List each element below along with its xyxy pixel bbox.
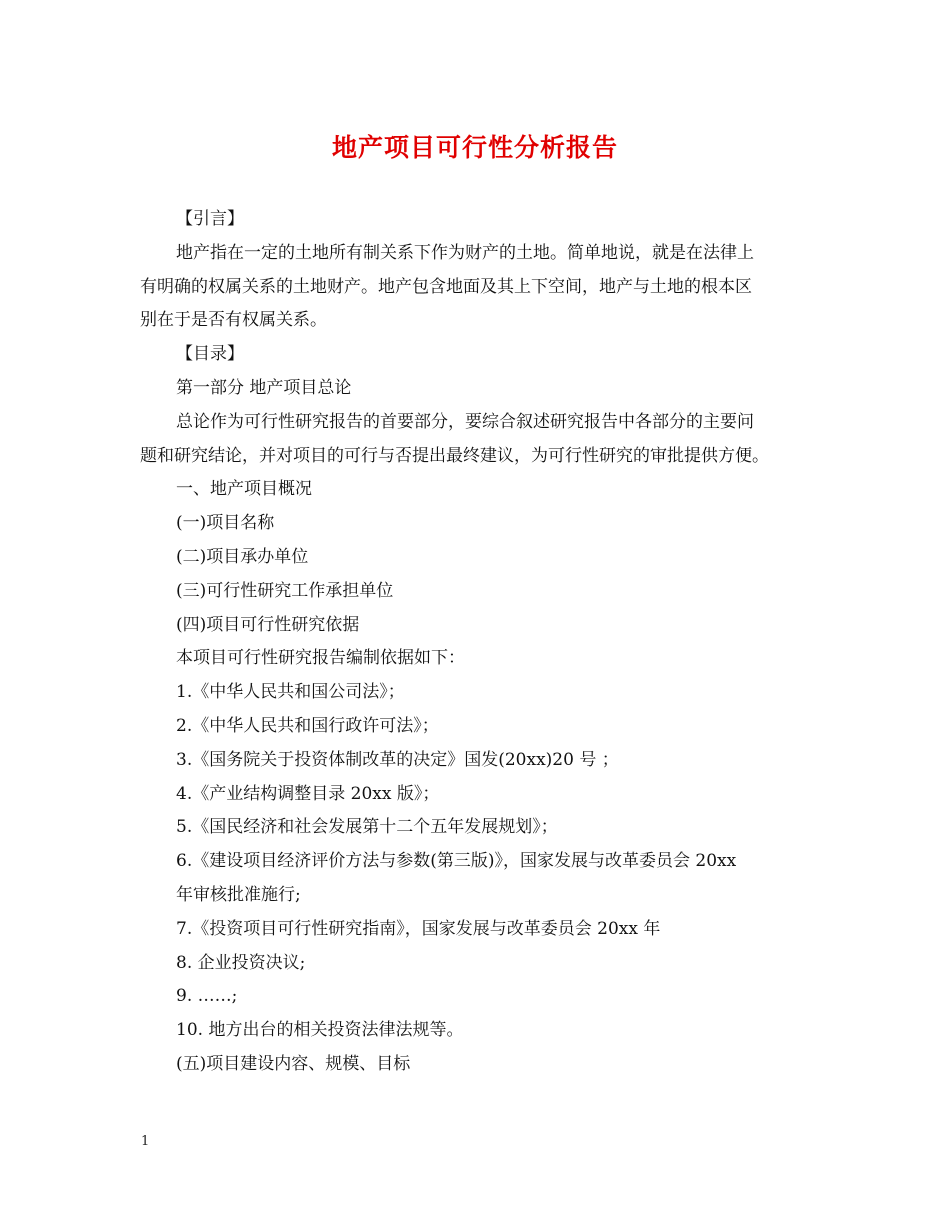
paragraph-line: 总论作为可行性研究报告的首要部分，要综合叙述研究报告中各部分的主要问 (176, 411, 754, 432)
paragraph-line: 9. ……; (176, 986, 238, 1007)
paragraph-line: 本项目可行性研究报告编制依据如下： (176, 648, 465, 669)
paragraph-line: 第一部分 地产项目总论 (176, 377, 352, 398)
paragraph-line: 8. 企业投资决议; (176, 952, 306, 973)
paragraph-line: 10. 地方出台的相关投资法律法规等。 (176, 1020, 464, 1041)
paragraph-line: 7.《投资项目可行性研究指南》，国家发展与改革委员会 20xx 年 (176, 918, 661, 939)
paragraph-line: 地产指在一定的土地所有制关系下作为财产的土地。简单地说，就是在法律上 (176, 242, 754, 263)
paragraph-line: (五)项目建设内容、规模、目标 (176, 1053, 411, 1074)
paragraph-line: 6.《建设项目经济评价方法与参数(第三版)》，国家发展与改革委员会 20xx (176, 851, 737, 872)
page-number: 1 (141, 1134, 150, 1149)
paragraph-line: (二)项目承办单位 (176, 546, 309, 567)
paragraph-line: 1.《中华人民共和国公司法》； (176, 682, 405, 703)
paragraph-line: (一)项目名称 (176, 513, 275, 534)
paragraph-line: 有明确的权属关系的土地财产。地产包含地面及其上下空间，地产与土地的根本区 (140, 276, 752, 297)
paragraph-line: 题和研究结论，并对项目的可行与否提出最终建议，为可行性研究的审批提供方便。 (140, 445, 769, 466)
paragraph-line: (四)项目可行性研究依据 (176, 614, 360, 635)
paragraph-line: 一、地产项目概况 (176, 479, 312, 500)
paragraph-line: 4.《产业结构调整目录 20xx 版》； (176, 783, 440, 804)
document-body (140, 203, 820, 1082)
paragraph-line: 年审核批准施行; (176, 884, 301, 905)
document-title: 地产项目可行性分析报告 (331, 133, 618, 162)
paragraph-line: 【目录】 (176, 344, 244, 365)
paragraph-line: 5.《国民经济和社会发展第十二个五年发展规划》； (176, 817, 558, 838)
paragraph-line: 3.《国务院关于投资体制改革的决定》国发(20xx)20 号 ； (176, 749, 619, 770)
paragraph-line: 【引言】 (176, 209, 244, 229)
paragraph-line: (三)可行性研究工作承担单位 (176, 580, 394, 601)
paragraph-line: 别在于是否有权属关系。 (140, 310, 327, 331)
paragraph-line: 2.《中华人民共和国行政许可法》； (176, 715, 439, 736)
